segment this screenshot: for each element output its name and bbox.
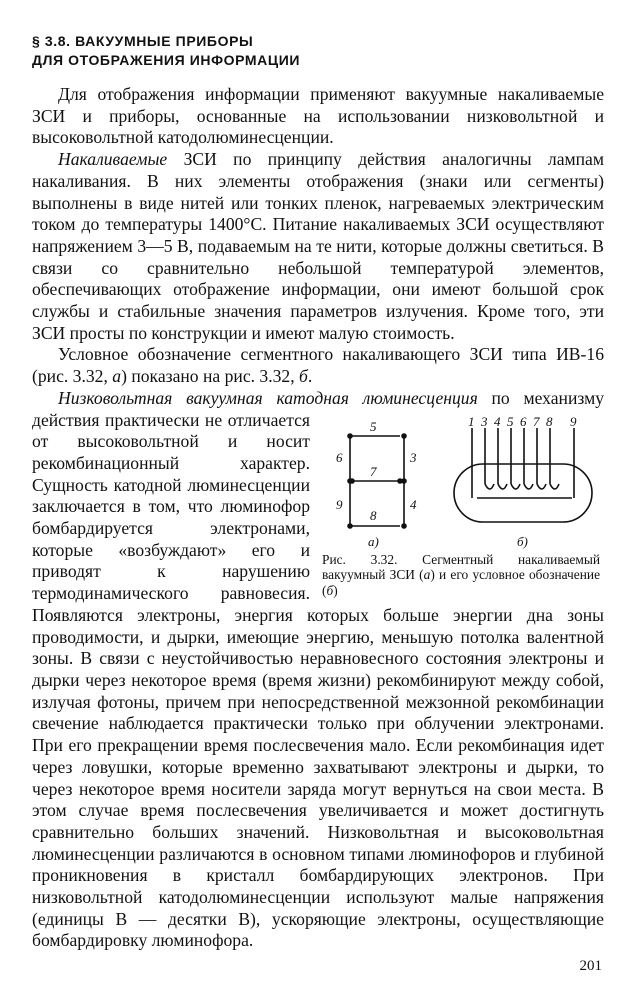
segment-arcs (485, 484, 559, 489)
paragraph-luminescence-text: по механизму действия практически не отличается от высоковольтной и носит рекомбинационный характер. Сущность катодной люминесценции заключается в том, что люминофор бомбардируется электронами, которые «возбуждают» его и приводят к нарушению термодинамического равновесия. Появляются электроны, энергия которых больше энергии дна зоны проводимости, и дырки, имеющие энергию, меньшую потолка валентной зоны. В связи с неустойчивостью неравновесного состояния электроны и дырки через некоторое время (время жизни) рекомбинируют между собой, излучая фотоны, причем при непосредственной межзонной рекомбинации свечение наблюдается практически только при облучении электронами. При его прекращении время послесвечения мало. Если рекомбинация идет через ловушки, которые временно захватывают электроны и дырки, то через некоторое время носители заряда могут вернуться на свои места. В этом случае время послесвечения увеличивается и может достигнуть сравнительно больших значений. Низковольтная и высоковольтная люминесценции различаются в основном типами люминофоров и глубиной проникновения в кристалл бомбардирующих электронов. При низковольтной катодолюминесценции используют малые напряжения (единицы В — десятки В), ускоряющие электроны, осуществляющие бомбардировку люминофора. (32, 387, 604, 951)
page-number: 201 (579, 958, 602, 974)
pin-label-4: 4 (494, 415, 501, 429)
segment-label-7: 7 (370, 463, 377, 479)
pin-label-1: 1 (468, 415, 475, 429)
figure-drawing (322, 416, 604, 551)
tube-envelope (454, 464, 592, 522)
section-heading-line-2: ДЛЯ ОТОБРАЖЕНИЯ ИНФОРМАЦИИ (32, 52, 301, 68)
segment-label-5: 5 (370, 418, 377, 434)
paragraph-intro: Для отображения информации применяют вакуумные накаливаемые ЗСИ и приборы, основанные на использовании низковольтной и высоковольтной катодолюминесценции. (32, 84, 604, 148)
pin-label-8: 8 (546, 415, 553, 429)
paragraph-incandescent-text: ЗСИ по принципу действия аналогичны лампам накаливания. В них элементы отображения (знаки или сегменты) выполнены в виде нитей или тонких пленок, нагреваемых электрическим током до температуры 1400°С. Питание накаливаемых ЗСИ осуществляют напряжением 3—5 В, подаваемым на те нити, которые должны светиться. В связи со сравнительно небольшой температурой элементов, обеспечивающих отображение информации, они имеют большой срок службы и стабильные значения параметров излучения. Кроме того, эти ЗСИ просты по конструкции и имеют малую стоимость. (32, 149, 604, 343)
figure-3-32 (322, 416, 604, 602)
caption-prefix: Рис. 3.32. Сегментный накаливаемый вакуумный ЗСИ ( (322, 551, 600, 583)
paragraph-luminescence (32, 388, 604, 952)
pin-label-9: 9 (570, 415, 577, 429)
segment-label-4: 4 (410, 496, 417, 512)
designation-text-a: Условное обозначение сегментного накаливающего ЗСИ типа ИВ-16 (рис. 3.32, (32, 344, 604, 387)
segment-label-6: 6 (336, 449, 343, 465)
pin-label-7: 7 (533, 415, 540, 429)
pin-label-6: 6 (520, 415, 527, 429)
section-heading (32, 32, 592, 70)
pin-label-5: 5 (507, 415, 514, 429)
designation-letter-b: б (299, 366, 308, 387)
section-heading-line-1: § 3.8. ВАКУУМНЫЕ ПРИБОРЫ (32, 33, 254, 49)
segment-label-9: 9 (336, 496, 343, 512)
caption-end: ) (333, 582, 338, 598)
caption-letter-b: б (326, 582, 334, 598)
pin-label-3: 3 (481, 415, 488, 429)
figure-label-b: б) (517, 533, 528, 549)
designation-text-b: ) показано на рис. 3.32, (121, 366, 300, 387)
paragraph-designation (32, 344, 604, 387)
caption-mid: ) и его условное обозначение ( (322, 567, 601, 598)
segment-label-8: 8 (370, 507, 377, 523)
designation-letter-a: а (112, 366, 122, 387)
term-incandescent: Накаливаемые (58, 149, 168, 170)
figure-label-a: а) (368, 533, 379, 549)
caption-letter-a: а (423, 567, 431, 583)
segment-label-3: 3 (410, 449, 417, 465)
paragraph-incandescent (32, 149, 604, 344)
body-text (32, 84, 604, 952)
term-low-voltage-luminescence: Низковольтная вакуумная катодная люминесценция (58, 387, 478, 408)
figure-caption (322, 552, 600, 599)
designation-text-end: . (307, 366, 313, 387)
